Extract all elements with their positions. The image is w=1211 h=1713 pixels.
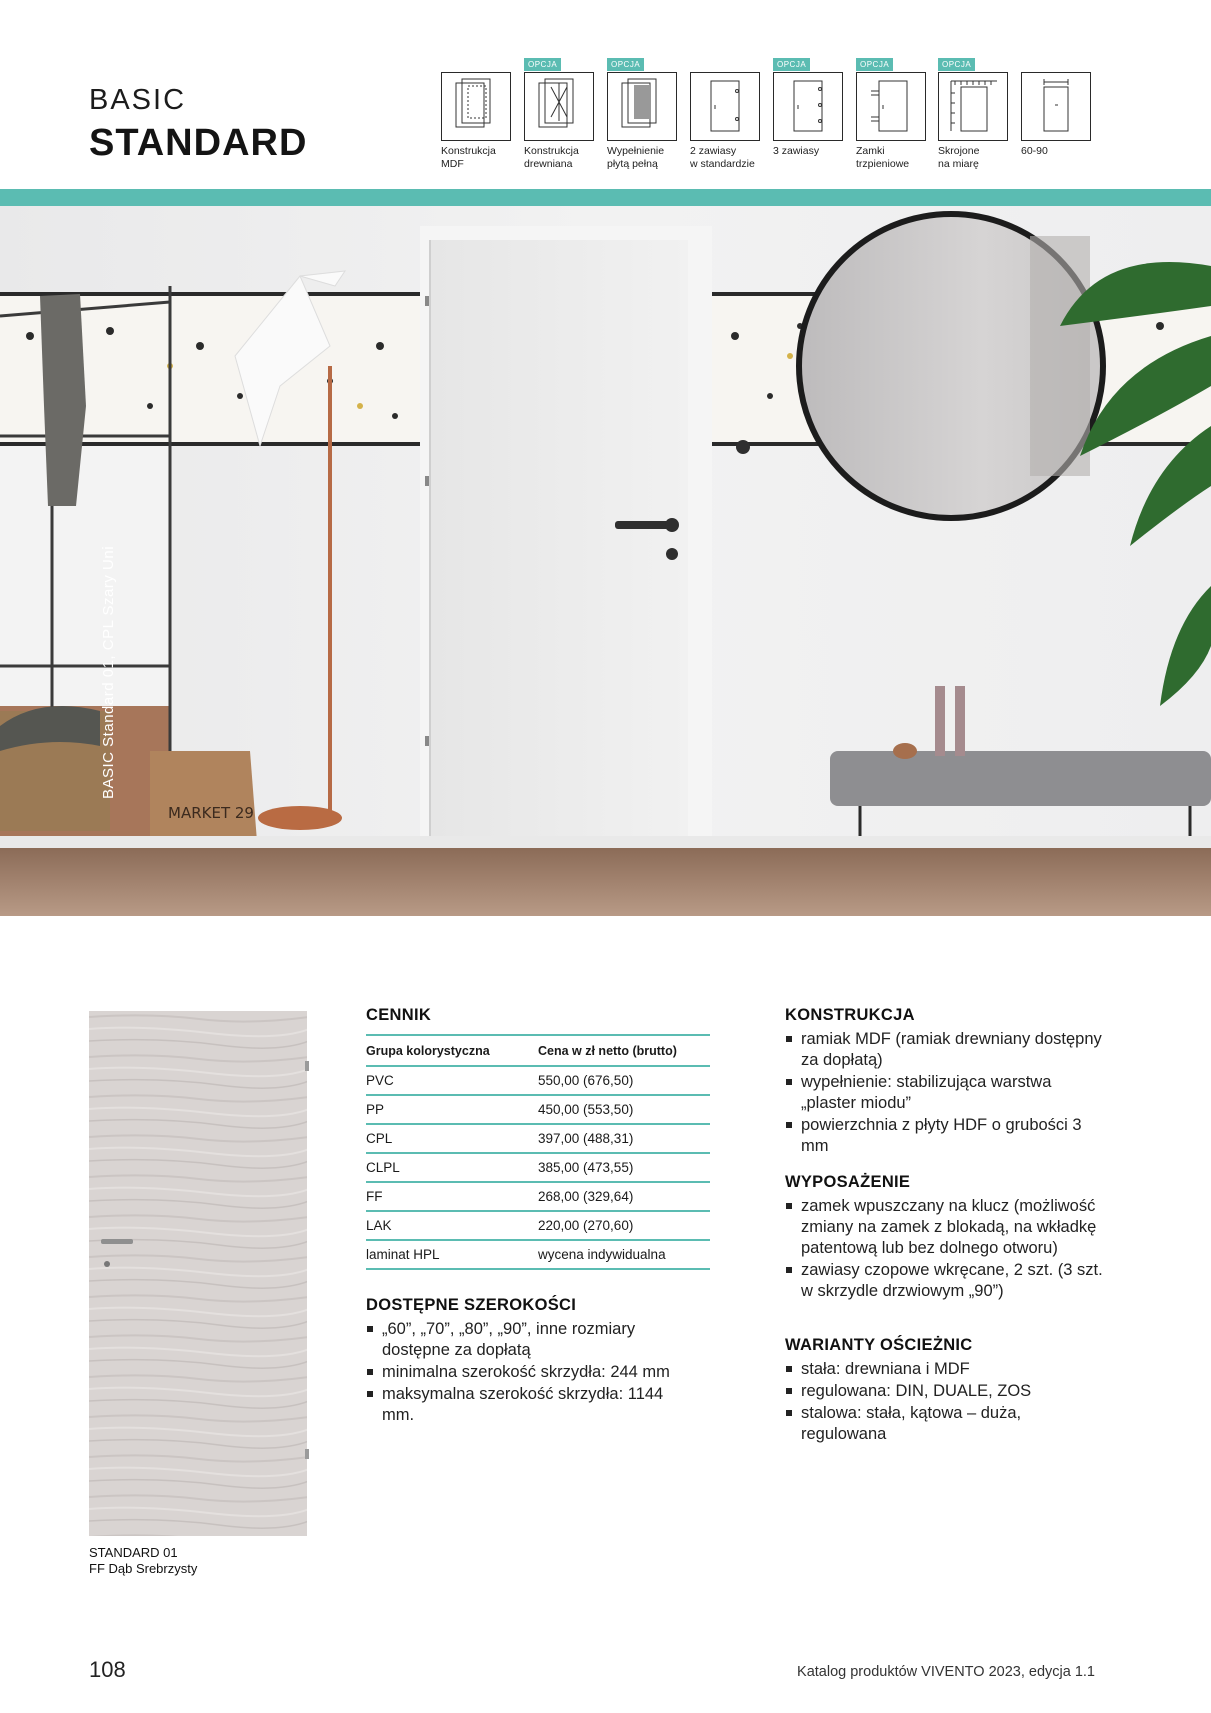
accent-bar [0, 189, 1211, 206]
table-row [366, 1095, 710, 1124]
three-hinges-icon [773, 72, 843, 141]
table-row [366, 1066, 710, 1095]
feature-two-hinges [690, 54, 764, 171]
bag-text: MARKET 29 [168, 804, 254, 822]
list-item: powierzchnia z płyty HDF o grubości 3 mm [785, 1115, 1105, 1157]
list-item: wypełnienie: stabilizująca warstwa „plaster miodu” [785, 1072, 1105, 1114]
list-item: zamek wpuszczany na klucz (możliwość zmiany na zamek z blokadą, na wkładkę patentową lub bez dolnego otworu) [785, 1196, 1105, 1259]
construction-title: KONSTRUKCJA [785, 1006, 915, 1024]
feature-label: Zamki trzpieniowe [856, 145, 910, 170]
sample-caption [89, 1545, 197, 1577]
table-row [366, 1211, 710, 1240]
price-cell: 385,00 (473,55) [538, 1153, 710, 1182]
option-badge: OPCJA [524, 58, 561, 71]
list-item: ramiak MDF (ramiak drewniany dostępny za dopłatą) [785, 1029, 1105, 1071]
list-item: regulowana: DIN, DUALE, ZOS [785, 1381, 1105, 1402]
group-cell: LAK [366, 1211, 538, 1240]
table-row [366, 1124, 710, 1153]
pin-locks-icon [856, 72, 926, 141]
group-cell: PVC [366, 1066, 538, 1095]
page-number: 108 [89, 1657, 126, 1682]
price-cell: 397,00 (488,31) [538, 1124, 710, 1153]
table-row [366, 1182, 710, 1211]
feature-label: 3 zawiasy [773, 145, 820, 157]
option-badge: OPCJA [938, 58, 975, 71]
option-badge: OPCJA [856, 58, 893, 71]
feature-custom-size [938, 54, 1012, 171]
table-header [366, 1035, 710, 1066]
group-cell: laminat HPL [366, 1240, 538, 1269]
price-table [366, 1034, 710, 1270]
feature-wood-construction [524, 54, 598, 171]
feature-label: Wypełnienie płytą pełną [607, 145, 665, 170]
option-badge: OPCJA [773, 58, 810, 71]
construction-section [785, 1006, 1105, 1158]
group-cell: CPL [366, 1124, 538, 1153]
frames-list [785, 1359, 1105, 1445]
photo-caption: BASIC Standard 01, CPL Szary Uni [100, 545, 117, 799]
widths-title: DOSTĘPNE SZEROKOŚCI [366, 1296, 577, 1314]
list-item: „60”, „70”, „80”, „90”, inne rozmiary dostępne za dopłatą [366, 1319, 696, 1361]
pricing-title: CENNIK [366, 1006, 432, 1024]
sample-name: STANDARD 01 [89, 1545, 178, 1560]
price-cell: 550,00 (676,50) [538, 1066, 710, 1095]
feature-widths-60-90 [1021, 54, 1095, 158]
group-cell: PP [366, 1095, 538, 1124]
feature-mdf-construction [441, 54, 515, 171]
two-hinges-icon [690, 72, 760, 141]
price-cell: 450,00 (553,50) [538, 1095, 710, 1124]
feature-pin-locks [856, 54, 930, 171]
list-item: maksymalna szerokość skrzydła: 1144 mm. [366, 1384, 696, 1426]
widths-list [366, 1319, 696, 1426]
solid-board-fill-icon [607, 72, 677, 141]
col-group-header: Grupa kolorystyczna [366, 1035, 538, 1066]
option-badge: OPCJA [607, 58, 644, 71]
feature-label: Konstrukcja drewniana [524, 145, 579, 170]
custom-size-icon [938, 72, 1008, 141]
price-cell: 220,00 (270,60) [538, 1211, 710, 1240]
construction-list [785, 1029, 1105, 1157]
list-item: stalowa: stała, kątowa – duża, regulowana [785, 1403, 1105, 1445]
group-cell: CLPL [366, 1153, 538, 1182]
model-title: STANDARD [89, 122, 308, 164]
list-item: zawiasy czopowe wkręcane, 2 szt. (3 szt. w skrzydle drzwiowym „90”) [785, 1260, 1105, 1302]
feature-three-hinges [773, 54, 847, 158]
widths-60-90-icon [1021, 72, 1091, 141]
feature-label: 2 zawiasy w standardzie [690, 145, 755, 170]
equipment-section [785, 1173, 1105, 1303]
mdf-construction-icon [441, 72, 511, 141]
table-row [366, 1153, 710, 1182]
widths-section [366, 1296, 696, 1427]
feature-label: Konstrukcja MDF [441, 145, 496, 170]
list-item: stała: drewniana i MDF [785, 1359, 1105, 1380]
equipment-list [785, 1196, 1105, 1302]
equipment-title: WYPOSAŻENIE [785, 1173, 911, 1191]
price-cell: wycena indywidualna [538, 1240, 710, 1269]
wood-construction-icon [524, 72, 594, 141]
feature-label: 60-90 [1021, 145, 1048, 157]
feature-label: Skrojone na miarę [938, 145, 980, 170]
list-item: minimalna szerokość skrzydła: 244 mm [366, 1362, 696, 1383]
table-row [366, 1240, 710, 1269]
door-sample-image [89, 1011, 309, 1536]
frames-section [785, 1336, 1105, 1446]
interior-photo [0, 206, 1211, 916]
frames-title: WARIANTY OŚCIEŻNIC [785, 1336, 973, 1354]
catalog-footer: Katalog produktów VIVENTO 2023, edycja 1.1 [797, 1664, 1095, 1680]
sample-finish: FF Dąb Srebrzysty [89, 1561, 198, 1576]
pricing-section [366, 1006, 710, 1270]
brand-title: BASIC [89, 84, 187, 116]
col-price-header: Cena w zł netto (brutto) [538, 1035, 710, 1066]
feature-solid-board-fill [607, 54, 681, 171]
group-cell: FF [366, 1182, 538, 1211]
price-cell: 268,00 (329,64) [538, 1182, 710, 1211]
